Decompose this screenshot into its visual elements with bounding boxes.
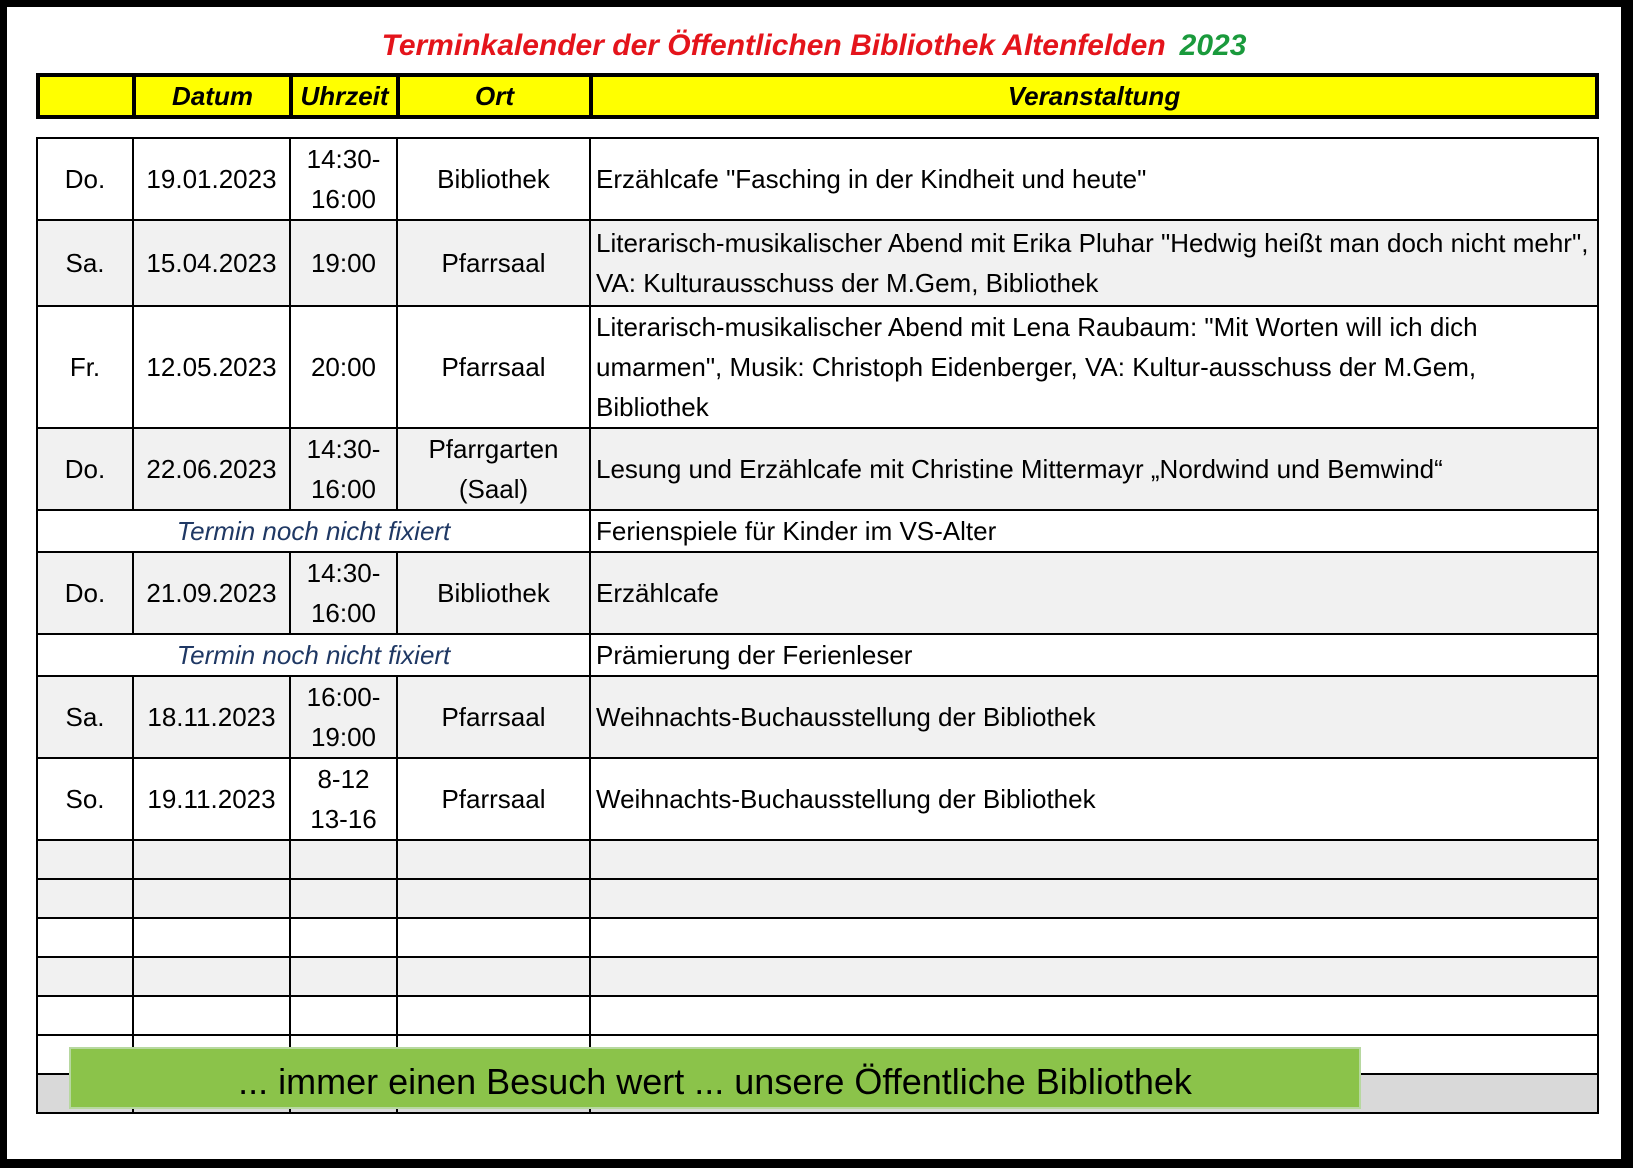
table-row xyxy=(37,510,1598,552)
empty-cell xyxy=(133,840,290,879)
empty-row xyxy=(37,996,1598,1035)
page-title xyxy=(7,29,1621,63)
place-line: Pfarrgarten xyxy=(428,434,559,464)
cell-day: Do. xyxy=(37,428,133,510)
cell-time xyxy=(290,138,397,220)
table-row xyxy=(37,676,1598,758)
empty-row xyxy=(37,957,1598,996)
cell-event: Ferienspiele für Kinder im VS-Alter xyxy=(590,510,1598,552)
cell-date: 15.04.2023 xyxy=(133,220,290,306)
empty-cell xyxy=(590,996,1598,1035)
cell-day: Do. xyxy=(37,552,133,634)
empty-cell xyxy=(397,996,590,1035)
cell-place: Pfarrsaal xyxy=(397,306,590,428)
time-line: 14:30- xyxy=(306,558,381,588)
cell-day: Do. xyxy=(37,138,133,220)
title-year: 2023 xyxy=(1179,29,1247,62)
time-line: 14:30- xyxy=(306,434,381,464)
table-row xyxy=(37,552,1598,634)
cell-date: 18.11.2023 xyxy=(133,676,290,758)
time-line: 8-12 xyxy=(317,764,370,794)
empty-cell xyxy=(37,879,133,918)
table-row xyxy=(37,138,1598,220)
place-line: (Saal) xyxy=(458,474,529,504)
cell-tbd: Termin noch nicht fixiert xyxy=(37,510,590,552)
events-table xyxy=(36,137,1599,1114)
title-text: Terminkalender der Öffentlichen Bibliothek Altenfelden xyxy=(381,29,1166,62)
header-time: Uhrzeit xyxy=(291,75,398,117)
cell-time: 19:00 xyxy=(290,220,397,306)
time-line: 16:00- xyxy=(306,682,381,712)
empty-cell xyxy=(590,840,1598,879)
cell-date: 19.01.2023 xyxy=(133,138,290,220)
empty-row xyxy=(37,918,1598,957)
cell-time xyxy=(290,552,397,634)
time-line: 19:00 xyxy=(310,722,377,752)
table-row xyxy=(37,428,1598,510)
empty-cell xyxy=(37,918,133,957)
cell-event: Erzählcafe "Fasching in der Kindheit und heute" xyxy=(590,138,1598,220)
cell-date: 19.11.2023 xyxy=(133,758,290,840)
empty-cell xyxy=(590,957,1598,996)
cell-place: Bibliothek xyxy=(397,552,590,634)
time-line: 14:30- xyxy=(306,144,381,174)
empty-cell xyxy=(37,957,133,996)
cell-tbd: Termin noch nicht fixiert xyxy=(37,634,590,676)
empty-cell xyxy=(590,879,1598,918)
empty-cell xyxy=(133,918,290,957)
empty-cell xyxy=(290,996,397,1035)
empty-cell xyxy=(133,957,290,996)
empty-cell xyxy=(590,918,1598,957)
empty-cell xyxy=(290,840,397,879)
cell-day: So. xyxy=(37,758,133,840)
empty-cell xyxy=(37,840,133,879)
cell-day: Fr. xyxy=(37,306,133,428)
empty-cell xyxy=(397,840,590,879)
table-row xyxy=(37,758,1598,840)
cell-place: Pfarrsaal xyxy=(397,220,590,306)
cell-event: Lesung und Erzählcafe mit Christine Mittermayr „Nordwind und Bemwind“ xyxy=(590,428,1598,510)
empty-cell xyxy=(133,996,290,1035)
cell-event: Weihnachts-Buchausstellung der Bibliothek xyxy=(590,676,1598,758)
cell-day: Sa. xyxy=(37,676,133,758)
cell-date: 22.06.2023 xyxy=(133,428,290,510)
cell-event: Literarisch-musikalischer Abend mit Erika Pluhar "Hedwig heißt man doch nicht mehr", VA: Kulturausschuss der M.Gem, Bibliothek xyxy=(590,220,1598,306)
time-line: 16:00 xyxy=(310,184,377,214)
cell-day: Sa. xyxy=(37,220,133,306)
cell-event: Prämierung der Ferienleser xyxy=(590,634,1598,676)
table-row xyxy=(37,306,1598,428)
cell-place: Bibliothek xyxy=(397,138,590,220)
cell-event: Weihnachts-Buchausstellung der Bibliothek xyxy=(590,758,1598,840)
cell-event: Literarisch-musikalischer Abend mit Lena Raubaum: "Mit Worten will ich dich umarmen", Musik: Christoph Eidenberger, VA: Kultur-ausschuss der M.Gem, Bibliothek xyxy=(590,306,1598,428)
empty-cell xyxy=(290,918,397,957)
empty-cell xyxy=(290,957,397,996)
header-row xyxy=(36,73,1599,119)
empty-cell xyxy=(397,918,590,957)
empty-cell xyxy=(37,996,133,1035)
cell-date: 21.09.2023 xyxy=(133,552,290,634)
footer-banner: ... immer einen Besuch wert ... unsere Öffentliche Bibliothek xyxy=(69,1047,1361,1109)
cell-date: 12.05.2023 xyxy=(133,306,290,428)
cell-place xyxy=(397,428,590,510)
empty-row xyxy=(37,840,1598,879)
cell-time xyxy=(290,428,397,510)
table-row xyxy=(37,220,1598,306)
cell-place: Pfarrsaal xyxy=(397,758,590,840)
cell-time: 20:00 xyxy=(290,306,397,428)
table-row xyxy=(37,634,1598,676)
empty-cell xyxy=(133,879,290,918)
header-place: Ort xyxy=(398,75,591,117)
cell-time xyxy=(290,676,397,758)
cell-place: Pfarrsaal xyxy=(397,676,590,758)
header-event: Veranstaltung xyxy=(591,75,1597,117)
cell-time xyxy=(290,758,397,840)
cell-event: Erzählcafe xyxy=(590,552,1598,634)
header-day xyxy=(38,75,134,117)
empty-cell xyxy=(290,879,397,918)
empty-row xyxy=(37,879,1598,918)
empty-cell xyxy=(397,957,590,996)
header-date: Datum xyxy=(134,75,291,117)
time-line: 13-16 xyxy=(310,804,377,834)
time-line: 16:00 xyxy=(310,474,377,504)
time-line: 16:00 xyxy=(310,598,377,628)
empty-cell xyxy=(397,879,590,918)
